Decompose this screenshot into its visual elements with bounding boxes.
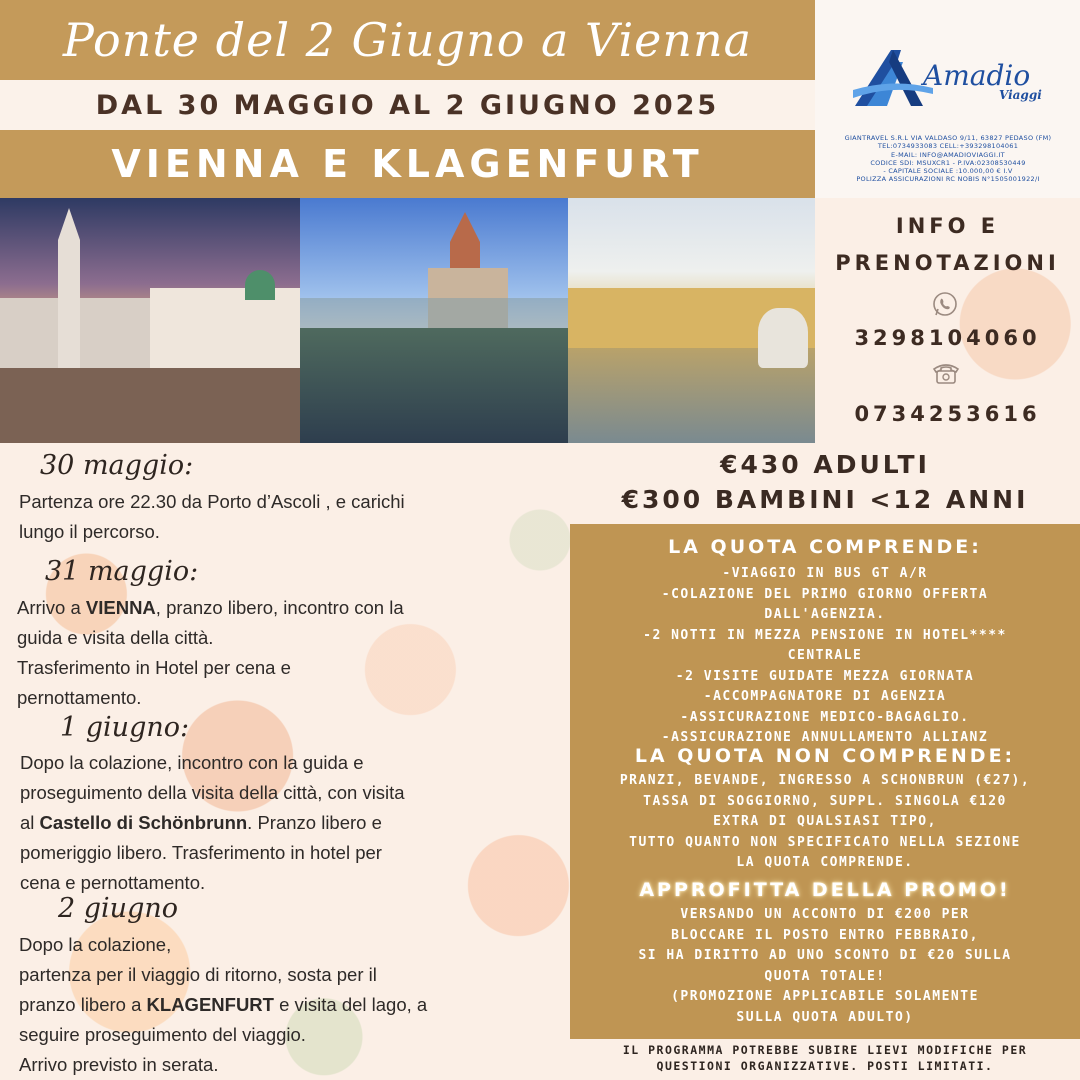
landmark-name: Castello di Schönbrunn xyxy=(39,812,248,833)
includes-item: CENTRALE xyxy=(787,648,863,663)
excludes-item: TASSA DI SOGGIORNO, SUPPL. SINGOLA €120 xyxy=(643,793,1007,809)
promo-line: BLOCCARE IL POSTO ENTRO FEBBRAIO, xyxy=(671,927,979,943)
day-line: pomeriggio libero. Trasferimento in hotel per xyxy=(20,842,382,863)
day-line: Dopo la colazione, incontro con la guida e xyxy=(20,752,364,773)
info-title-line1: INFO E xyxy=(895,214,1000,238)
day-body-2-giugno xyxy=(19,930,427,1080)
day-line: guida e visita della città. xyxy=(17,627,214,648)
city-name: VIENNA xyxy=(85,597,156,618)
day-body-30-maggio xyxy=(19,487,405,547)
includes-item: DALL'AGENZIA. xyxy=(764,607,886,622)
day-line: Partenza ore 22.30 da Porto d’Ascoli , e carichi xyxy=(19,491,405,512)
company-line: GIANTRAVEL S.R.L VIA VALDASO 9/11, 63827 PEDASO (FM) xyxy=(844,134,1052,142)
day-title-1-giugno: 1 giugno: xyxy=(60,712,190,743)
day-line: seguire proseguimento del viaggio. xyxy=(19,1024,306,1045)
day-line: cena e pernottamento. xyxy=(20,872,206,893)
company-line: E-MAIL: INFO@AMADIOVIAGGI.IT xyxy=(891,150,1005,159)
company-line: POLIZZA ASSICURAZIONI RC NOBIS N°1505001922/I xyxy=(856,175,1040,184)
day-title-30-maggio: 30 maggio: xyxy=(40,450,194,481)
excludes-list xyxy=(570,771,1080,874)
day-line: pernottamento. xyxy=(17,687,142,708)
excludes-heading: LA QUOTA NON COMPRENDE: xyxy=(634,745,1016,767)
trip-dates: DAL 30 MAGGIO AL 2 GIUGNO 2025 xyxy=(0,80,815,130)
photo-franz-von-assisi-church xyxy=(300,198,568,443)
day-body-1-giugno xyxy=(20,748,405,898)
promo-details xyxy=(570,905,1080,1028)
price-adult: €430 ADULTI xyxy=(720,450,930,479)
includes-item: -ASSICURAZIONE ANNULLAMENTO ALLIANZ xyxy=(661,730,989,745)
day-title-2-giugno: 2 giugno xyxy=(58,893,178,924)
subtitle-bar xyxy=(0,130,815,198)
includes-item: -VIAGGIO IN BUS GT A/R xyxy=(722,566,928,581)
telephone-icon xyxy=(931,358,961,388)
destination-subtitle: VIENNA E KLAGENFURT xyxy=(111,142,704,186)
footer-disclaimer xyxy=(570,1042,1080,1074)
promo-line: VERSANDO UN ACCONTO DI €200 PER xyxy=(680,907,970,922)
brand-area xyxy=(815,0,1080,198)
includes-heading: LA QUOTA COMPRENDE: xyxy=(668,536,982,558)
includes-item: -ACCOMPAGNATORE DI AGENZIA xyxy=(703,689,947,704)
day-line: al Castello di Schönbrunn. Pranzo libero e xyxy=(20,812,382,833)
day-body-31-maggio xyxy=(17,593,404,713)
logo-subtext: Viaggi xyxy=(999,88,1042,102)
price-child: €300 BAMBINI <12 ANNI xyxy=(621,485,1029,514)
company-line: TEL:0734933083 CELL:+393298104061 xyxy=(877,142,1019,151)
company-details xyxy=(823,134,1073,184)
includes-item: -2 VISITE GUIDATE MEZZA GIORNATA xyxy=(675,668,975,684)
promo-line: (PROMOZIONE APPLICABILE SOLAMENTE xyxy=(671,989,979,1004)
includes-item: -ASSICURAZIONE MEDICO-BAGAGLIO. xyxy=(680,709,970,725)
excludes-item: EXTRA DI QUALSIASI TIPO, xyxy=(713,814,937,829)
day-line: proseguimento della visita della città, con visita xyxy=(20,782,405,803)
info-title-line2: PRENOTAZIONI xyxy=(835,251,1060,275)
logo-wordmark: Amadio xyxy=(923,59,1031,92)
photo-schonbrunn-palace xyxy=(568,198,815,443)
landline-number[interactable]: 0734253616 xyxy=(854,402,1041,426)
footer-line: IL PROGRAMMA POTREBBE SUBIRE LIEVI MODIFICHE PER xyxy=(622,1043,1028,1057)
mobile-number[interactable]: 3298104060 xyxy=(854,326,1041,350)
day-line: pranzo libero a KLAGENFURT e visita del lago, a xyxy=(19,994,428,1015)
promo-heading: APPROFITTA DELLA PROMO! xyxy=(639,879,1011,901)
day-line: Dopo la colazione, xyxy=(19,934,172,955)
whatsapp-icon xyxy=(931,290,961,320)
excludes-item: PRANZI, BEVANDE, INGRESSO A SCHONBRUN (€27), xyxy=(619,773,1031,788)
day-title-31-maggio: 31 maggio: xyxy=(45,556,199,587)
company-line: CODICE SDI: MSUXCR1 - P.IVA:02308530449 xyxy=(870,158,1026,167)
quota-box xyxy=(570,524,1080,1039)
day-line: lungo il percorso. xyxy=(19,521,160,542)
photo-michaelerplatz xyxy=(0,198,300,443)
city-name: KLAGENFURT xyxy=(146,994,274,1015)
promo-line: QUOTA TOTALE! xyxy=(764,968,886,984)
day-line: Arrivo a VIENNA, pranzo libero, incontro con la xyxy=(17,597,404,618)
promo-line: SI HA DIRITTO AD UNO SCONTO DI €20 SULLA xyxy=(638,948,1012,963)
logo-mark-icon xyxy=(853,48,933,108)
promo-line: SULLA QUOTA ADULTO) xyxy=(736,1009,914,1025)
info-panel xyxy=(815,198,1080,443)
amadio-logo xyxy=(853,44,1053,114)
excludes-item: TUTTO QUANTO NON SPECIFICATO NELLA SEZIONE xyxy=(629,834,1021,850)
day-line: Arrivo previsto in serata. xyxy=(19,1054,219,1075)
includes-item: -COLAZIONE DEL PRIMO GIORNO OFFERTA xyxy=(661,586,989,602)
page-title: Ponte del 2 Giugno a Vienna xyxy=(62,13,753,67)
company-line: - CAPITALE SOCIALE :10.000,00 € I.V xyxy=(883,167,1013,176)
day-line: Trasferimento in Hotel per cena e xyxy=(17,657,291,678)
excludes-item: LA QUOTA COMPRENDE. xyxy=(736,855,914,870)
includes-list xyxy=(570,564,1080,749)
includes-item: -2 NOTTI IN MEZZA PENSIONE IN HOTEL**** xyxy=(643,627,1007,643)
day-line: partenza per il viaggio di ritorno, sosta per il xyxy=(19,964,377,985)
footer-line: QUESTIONI ORGANIZZATIVE. POSTI LIMITATI. xyxy=(656,1059,994,1073)
title-bar xyxy=(0,0,815,80)
